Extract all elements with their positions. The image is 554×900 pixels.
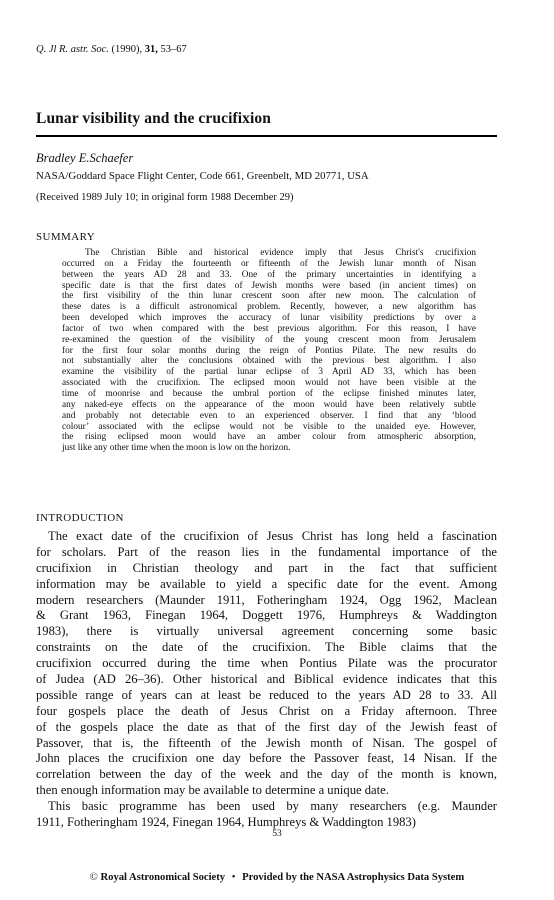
- text-line: 1983), there is virtually universal agreement concerning some basic: [36, 624, 497, 639]
- text-line: crucifixion in Christian theology and part in the fact that sufficient: [36, 560, 497, 575]
- received-dates: (Received 1989 July 10; in original form 1988 December 29): [36, 192, 294, 203]
- footer-bullet: •: [231, 872, 236, 883]
- footer-society: Royal Astronomical Society: [100, 872, 226, 883]
- text-line: associated with the crucifixion. The eclipsed moon would not have been visible at the: [62, 378, 476, 389]
- text-line: any naked-eye effects on the appearance of the moon would have been relatively subtle: [62, 399, 476, 410]
- text-line: possible range of years can at least be reduced to the years AD 28 to 33. All: [36, 687, 497, 702]
- author-affiliation: NASA/Goddard Space Flight Center, Code 661, Greenbelt, MD 20771, USA: [36, 170, 369, 182]
- text-line: examine the visibility of the partial lunar eclipse of 3 April AD 33, which has been: [62, 367, 476, 378]
- journal-volume: 31,: [144, 44, 158, 55]
- text-line: John places the crucifixion one day before the Passover feast, 14 Nisan. If the: [36, 751, 497, 766]
- text-line: the rising eclipsed moon would have an amber colour from atmospheric absorption,: [62, 432, 476, 443]
- journal-year: (1990),: [111, 44, 143, 55]
- text-line: of the gospels place the date as that of the first day of the Jewish feast of: [36, 719, 497, 734]
- footer: [0, 872, 554, 883]
- author-name: Bradley E.Schaefer: [36, 151, 134, 165]
- introduction-heading: INTRODUCTION: [36, 512, 124, 524]
- paper-title: Lunar visibility and the crucifixion: [36, 110, 271, 127]
- text-line: occurred on a Friday the fourteenth or fifteenth of the Jewish lunar month of Nisan: [62, 258, 476, 269]
- page-number: 53: [272, 829, 282, 839]
- text-line: not substantially alter the conclusions obtained with the previous best algorithm. I also: [62, 356, 476, 367]
- text-line: been developed which improves the accuracy of lunar visibility predictions by over a: [62, 313, 476, 324]
- summary-text: [62, 248, 476, 454]
- text-line: the first visibility of the thin lunar crescent soon after new moon. The calculation of: [62, 291, 476, 302]
- text-line: for scholars. Part of the reason lies in the fundamental importance of the: [36, 544, 497, 559]
- text-line: of Judea (AD 26–36). Other historical and Biblical evidence indicates that this: [36, 672, 497, 687]
- text-line: modern researchers (Maunder 1911, Fotheringham 1924, Ogg 1962, Maclean: [36, 592, 497, 607]
- text-line: & Grant 1963, Finegan 1964, Doggett 1976, Humphreys & Waddington: [36, 608, 497, 623]
- summary-heading: SUMMARY: [36, 231, 96, 243]
- text-line: correlation between the day of the week and the day of the month is known,: [36, 767, 497, 782]
- text-line: 1911, Fotheringham 1924, Finegan 1964, Humphreys & Waddington 1983): [36, 815, 416, 830]
- text-line: This basic programme has been used by many researchers (e.g. Maunder: [48, 799, 497, 814]
- text-line: factor of two when compared with the best previous algorithm. For this reason, I have: [62, 323, 476, 334]
- title-rule: [36, 135, 497, 137]
- text-line: and probably not detectable even to an experienced observer. I find that any ‘blood: [62, 410, 476, 421]
- text-line: colour’ associated with the eclipse would not be visible to the unaided eye. However,: [62, 421, 476, 432]
- text-line: information may be available to yield a specific date for the event. Among: [36, 576, 497, 591]
- journal-name: Q. Jl R. astr. Soc.: [36, 44, 109, 55]
- text-line: for the first four solar months during the reign of Pontius Pilate. The new results do: [62, 345, 476, 356]
- text-line: re-examined the question of the visibility of the young crescent moon from Jerusalem: [62, 334, 476, 345]
- text-line: these dates is a difficult astronomical problem. Recently, however, a new algorithm has: [62, 302, 476, 313]
- introduction-text: [36, 529, 497, 831]
- text-line: then enough information may be available to determine a unique date.: [36, 783, 389, 798]
- journal-pages: 53–67: [160, 44, 187, 55]
- copyright-symbol: ©: [89, 872, 98, 883]
- journal-citation: [36, 44, 187, 55]
- text-line: just like any other time when the moon is low on the horizon.: [62, 443, 291, 454]
- text-line: four gospels place the death of Jesus Christ on a Friday afternoon. Three: [36, 703, 497, 718]
- text-line: between the years AD 28 and 33. One of the primary uncertainties in identifying a: [62, 269, 476, 280]
- footer-provider: Provided by the NASA Astrophysics Data System: [242, 872, 465, 883]
- text-line: The exact date of the crucifixion of Jesus Christ has long held a fascination: [48, 529, 497, 543]
- text-line: constraints on the date of the crucifixion. The Bible claims that the: [36, 640, 497, 655]
- text-line: time of moonrise and because the umbral portion of the eclipse finished minutes later,: [62, 388, 476, 399]
- text-line: crucifixion occurred during the time when Pontius Pilate was the procurator: [36, 656, 497, 671]
- text-line: specific date is that the first dates of Jewish months were based (in ancient times) on: [62, 280, 476, 291]
- text-line: Passover, that is, the fifteenth of the Jewish month of Nisan. The gospel of: [36, 735, 497, 750]
- text-line: The Christian Bible and historical evidence imply that Jesus Christ's crucifixion: [85, 248, 476, 258]
